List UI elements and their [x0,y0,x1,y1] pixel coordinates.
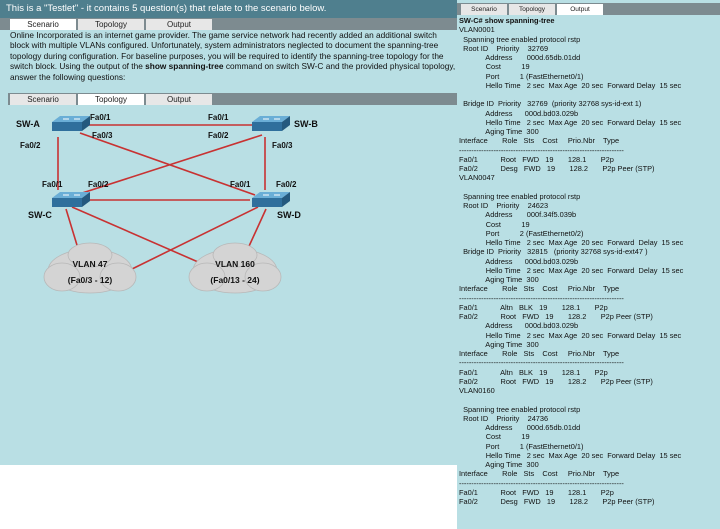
stp-output-line [459,395,717,404]
stp-output-line [459,90,717,99]
scenario-command: show spanning-tree [145,61,224,72]
stp-output-line: Hello Time 2 sec Max Age 20 sec Forward Delay 15 sec [459,330,682,340]
stp-output-line: ------------------------------------------------------------------- [459,145,624,155]
stp-output-line: Spanning tree enabled protocol rstp [459,34,581,44]
stp-output-line: Address 000d.bd03.029b [459,321,579,331]
port-b-fa03: Fa0/3 [272,141,293,150]
stp-output-line: Fa0/2 Root FWD 19 128.2 P2p Peer (STP) [459,312,653,321]
stp-output-line: ------------------------------------------------------------------- [459,478,624,488]
top-tab-bar [0,18,457,30]
stp-output-line: Address 000d.bd03.029b [459,256,579,266]
stp-output-line: Hello Time 2 sec Max Age 20 sec Forward Delay 15 sec [459,450,682,460]
scenario-text-after: command on switch SW-C and the provided physical topology, answer the following questions: [10,61,456,82]
stp-output-line: Interface Role Sts Cost Prio.Nbr Type [459,469,620,479]
stp-output-line: Bridge ID Priority 32769 (priority 32768 sys-id-ext 1) [459,99,642,109]
stp-output-line: Hello Time 2 sec Max Age 20 sec Forward Delay 15 sec [459,117,682,127]
stp-output-line: Interface Role Sts Cost Prio.Nbr Type [459,284,620,294]
stp-output-line: Aging Time 300 [459,127,539,136]
stp-output-line: Root ID Priority 32769 [459,43,549,53]
stp-output-line: Address 000d.65db.01dd [459,53,581,62]
stp-output-line: Address 000d.bd03.029b [459,108,579,118]
output-tab-bar [457,3,720,15]
port-b-fa02: Fa0/2 [208,131,229,140]
tab-scenario[interactable]: Scenario [10,19,76,30]
output-tab-topology[interactable]: Topology [509,4,555,15]
switch-d-label: SW-D [277,210,301,220]
stp-output-line: VLAN0001 [459,25,495,35]
stp-output-line: Cost 19 [459,219,530,229]
stp-output-line: ------------------------------------------------------------------- [459,358,624,368]
output-tab-output[interactable]: Output [557,4,603,15]
switch-d[interactable] [252,192,301,220]
stp-output-line: Hello Time 2 sec Max Age 20 sec Forward Delay 15 sec [459,265,684,275]
scenario-text-before: Online Incorporated is an internet game provider. The game service network had recently added an additional switch block with multiple VLANs configured. Unfortunately, system administrators neglected to document the spanning-tree topology during configuration. For baseline purposes, you will be required to identify the spanning-tree topology for the switch block. Using the output of the [10,30,444,72]
stp-output-line: Port 1 (FastEthernet0/1) [459,441,584,451]
stp-output-line: Hello Time 2 sec Max Age 20 sec Forward Delay 15 sec [459,80,682,90]
port-c-fa02: Fa0/2 [88,180,109,189]
tab-output[interactable]: Output [146,19,212,30]
stp-output-line: Interface Role Sts Cost Prio.Nbr Type [459,136,620,146]
stp-output-line: Aging Time 300 [459,275,539,284]
cloud-vlan160 [189,243,281,293]
stp-output-line: Bridge ID Priority 32815 (priority 32768 sys-id-ext47 ) [459,247,648,257]
switch-b[interactable] [252,116,318,131]
stp-output-line: Spanning tree enabled protocol rstp [459,191,581,201]
cloud-vlan47 [44,243,136,293]
stp-output-line: Fa0/1 Root FWD 19 128.1 P2p [459,487,614,497]
port-a-fa01: Fa0/1 [90,113,111,122]
stp-output-line: Fa0/1 Altn BLK 19 128.1 P2p [459,367,608,377]
stp-output-line: Aging Time 300 [459,339,539,349]
stp-output-line: Aging Time 300 [459,460,539,469]
port-a-fa03: Fa0/3 [92,131,113,140]
port-a-fa02: Fa0/2 [20,141,41,150]
stp-output-line: Port 1 (FastEthernet0/1) [459,71,584,81]
cloud-vlan160-name: VLAN 160 [215,259,255,269]
switch-c[interactable] [28,192,90,220]
stp-output-line: Fa0/1 Root FWD 19 128.1 P2p [459,154,614,164]
topology-diagram [0,105,457,315]
stp-output-line: Fa0/2 Desg FWD 19 128.2 P2p Peer (STP) [459,497,655,506]
stp-output-line [459,183,717,192]
port-b-fa01: Fa0/1 [208,113,229,122]
switch-a[interactable] [16,116,90,131]
stp-output-line: Hello Time 2 sec Max Age 20 sec Forward Delay 15 sec [459,238,684,247]
port-d-fa01: Fa0/1 [230,180,251,189]
stp-output-line: Cost 19 [459,432,530,442]
stp-output-line: Address 000d.65db.01dd [459,423,581,432]
stp-output-line: SW-C# show spanning-tree [459,16,555,25]
stp-output-line: Fa0/2 Root FWD 19 128.2 P2p Peer (STP) [459,376,653,386]
switch-c-label: SW-C [28,210,52,220]
tab-topology[interactable]: Topology [78,19,144,30]
stp-output-line: Fa0/2 Desg FWD 19 128.2 P2p Peer (STP) [459,164,655,173]
inner-tab-scenario[interactable]: Scenario [10,94,76,105]
cloud-vlan160-range: (Fa0/13 - 24) [210,275,260,285]
stp-output [459,16,717,506]
stp-output-line: Spanning tree enabled protocol rstp [459,404,581,414]
scenario-text [10,30,456,82]
cloud-vlan47-name: VLAN 47 [72,259,108,269]
output-panel [457,0,720,529]
stp-output-line: Cost 19 [459,62,530,72]
stp-output-line: Root ID Priority 24736 [459,413,549,423]
stp-output-line: Interface Role Sts Cost Prio.Nbr Type [459,349,620,358]
switch-a-label: SW-A [16,119,40,129]
port-c-fa01: Fa0/1 [42,180,63,189]
inner-tab-output[interactable]: Output [146,94,212,105]
cloud-vlan47-range: (Fa0/3 - 12) [67,275,113,285]
stp-output-line: Fa0/1 Altn BLK 19 128.1 P2p [459,302,608,312]
switch-b-label: SW-B [294,119,318,129]
inner-tab-bar [8,93,457,105]
stp-output-line: VLAN0047 [459,173,495,183]
stp-output-line: Port 2 (FastEthernet0/2) [459,228,584,238]
stp-output-line: Root ID Priority 24623 [459,201,549,210]
stp-output-line: Address 000f.34f5.039b [459,210,577,220]
port-d-fa02: Fa0/2 [276,180,297,189]
testlet-title: This is a "Testlet" - it contains 5 question(s) that relate to the scenario below. [0,0,457,18]
stp-output-line: ------------------------------------------------------------------- [459,293,624,303]
inner-tab-topology[interactable]: Topology [78,94,144,105]
stp-output-line: VLAN0160 [459,386,495,395]
output-tab-scenario[interactable]: Scenario [461,4,507,15]
